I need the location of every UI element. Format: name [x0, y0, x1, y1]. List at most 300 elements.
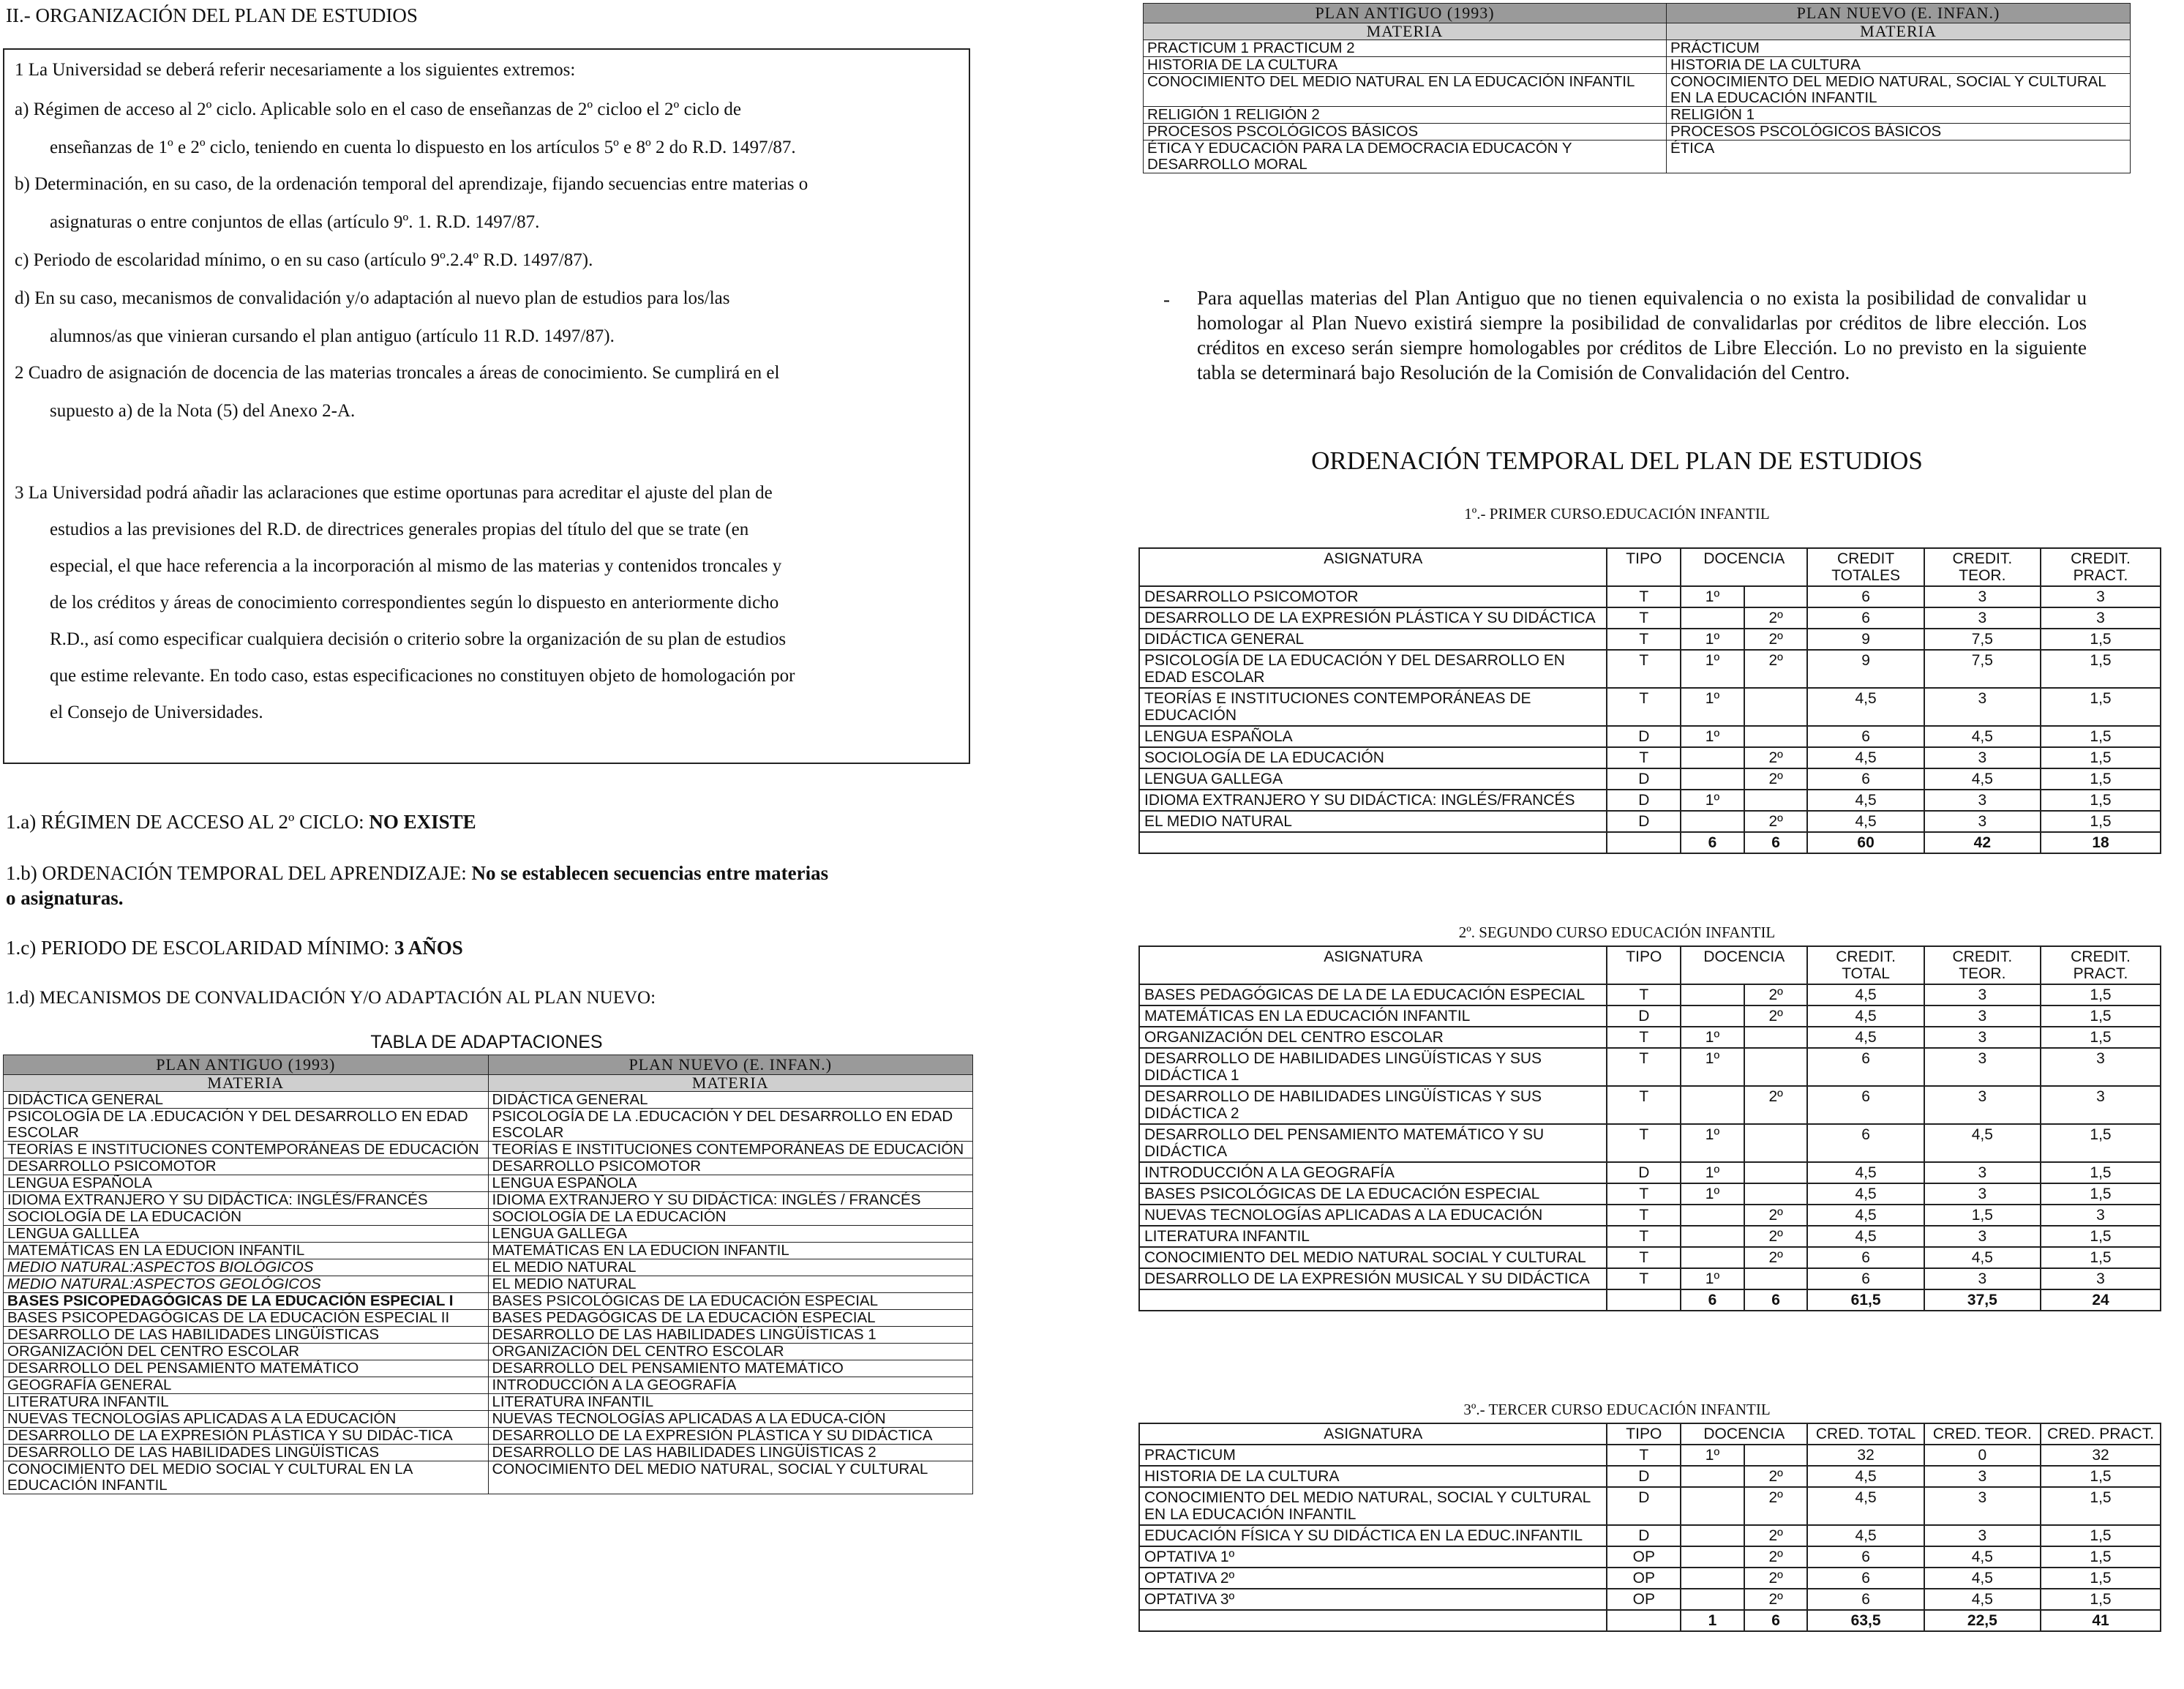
adapt2-head-new: PLAN NUEVO (E. INFAN.)	[1666, 4, 2130, 23]
course-subject: DESARROLLO PSICOMOTOR	[1139, 586, 1607, 607]
course-cell: 3	[1924, 1048, 2041, 1086]
course-cell: 6	[1807, 1568, 1924, 1589]
course-cell: 7,5	[1924, 629, 2041, 650]
course-row	[1139, 726, 2161, 747]
course-row	[1139, 1247, 2161, 1268]
course-row	[1139, 768, 2161, 790]
course-cell: D	[1607, 1005, 1681, 1027]
course-cell: T	[1607, 688, 1681, 726]
course-cell	[1681, 768, 1744, 790]
course-cell: 2º	[1744, 1589, 1808, 1610]
adapt-row	[4, 1310, 973, 1327]
course-cell	[1681, 1247, 1744, 1268]
course-header-cell: CREDIT. PRACT.	[2041, 946, 2161, 984]
course-cell: 1º	[1681, 1268, 1744, 1289]
course-cell	[1744, 688, 1808, 726]
item-c	[6, 937, 463, 959]
course-cell	[1744, 1445, 1808, 1466]
course-total-row	[1139, 1289, 2161, 1311]
adapt-subhead-row	[4, 1075, 973, 1092]
course-header-row	[1139, 1423, 2161, 1445]
course-total-cell	[1139, 1289, 1607, 1311]
course-cell: 6	[1807, 1086, 1924, 1124]
course-header-cell: CREDIT. TEOR.	[1924, 946, 2041, 984]
course-cell: T	[1607, 1086, 1681, 1124]
course-cell	[1681, 1589, 1744, 1610]
course-cell: 3	[1924, 747, 2041, 768]
course-cell: 3	[1924, 1162, 2041, 1183]
course-cell: 32	[2041, 1445, 2161, 1466]
course-total-cell	[1139, 1610, 1607, 1631]
requirements-box	[3, 48, 970, 764]
adapt-old-materia: ÉTICA Y EDUCACIÓN PARA LA DEMOCRACIA EDUCACÓN Y DESARROLLO MORAL	[1144, 141, 1667, 173]
adapt-new-materia: PSICOLOGÍA DE LA .EDUCACIÓN Y DEL DESARROLLO EN EDAD ESCOLAR	[488, 1109, 973, 1142]
adapt-new-materia: INTRODUCCIÓN A LA GEOGRAFÍA	[488, 1377, 973, 1394]
course-header-cell: ASIGNATURA	[1139, 548, 1607, 586]
course-cell: 1º	[1681, 1027, 1744, 1048]
adapt-row	[4, 1175, 973, 1192]
course-row	[1139, 1589, 2161, 1610]
adapt-new-materia: EL MEDIO NATURAL	[488, 1259, 973, 1276]
adapt-new-materia: DESARROLLO DE LA EXPRESIÓN PLÁSTICA Y SU DIDÁCTICA	[488, 1428, 973, 1445]
course-cell: T	[1607, 650, 1681, 688]
adapt-old-materia: PSICOLOGÍA DE LA .EDUCACIÓN Y DEL DESARROLLO EN EDAD ESCOLAR	[4, 1109, 489, 1142]
req-d-line2: alumnos/as que vinieran cursando el plan antiguo (artículo 11 R.D. 1497/87).	[50, 326, 615, 346]
course-cell: 4,5	[1924, 1247, 2041, 1268]
course-total-row	[1139, 1610, 2161, 1631]
item-b	[6, 861, 828, 910]
adapt-row	[4, 1428, 973, 1445]
course-total-cell: 6	[1744, 1289, 1808, 1311]
course-cell: 2º	[1744, 1005, 1808, 1027]
course-cell: 6	[1807, 1589, 1924, 1610]
course-cell: T	[1607, 607, 1681, 629]
adapt-new-materia: CONOCIMIENTO DEL MEDIO NATURAL, SOCIAL Y CULTURAL	[488, 1461, 973, 1494]
adapt-row	[4, 1411, 973, 1428]
course-total-cell	[1607, 1610, 1681, 1631]
adapt2-head-row	[1144, 4, 2131, 23]
item-b-label: 1.b) ORDENACIÓN TEMPORAL DEL APRENDIZAJE:	[6, 862, 472, 884]
course-cell: 3	[1924, 984, 2041, 1005]
course-cell: T	[1607, 586, 1681, 607]
course-cell: 1º	[1681, 1183, 1744, 1205]
course-cell	[1744, 586, 1808, 607]
adapt-old-materia: HISTORIA DE LA CULTURA	[1144, 57, 1667, 74]
course-cell: T	[1607, 1268, 1681, 1289]
adapt-head-row	[4, 1055, 973, 1075]
course-row	[1139, 650, 2161, 688]
course-subject: TEORÍAS E INSTITUCIONES CONTEMPORÁNEAS DE EDUCACIÓN	[1139, 688, 1607, 726]
ordenacion-title: ORDENACIÓN TEMPORAL DEL PLAN DE ESTUDIOS	[1311, 446, 1923, 475]
course-cell: 7,5	[1924, 650, 2041, 688]
adapt-new-materia: BASES PSICOLÓGICAS DE LA EDUCACIÓN ESPECIAL	[488, 1293, 973, 1310]
course-row	[1139, 1525, 2161, 1546]
course-subject: OPTATIVA 2º	[1139, 1568, 1607, 1589]
course-cell: 3	[1924, 586, 2041, 607]
course-row	[1139, 586, 2161, 607]
item-b-value2: o asignaturas.	[6, 887, 124, 909]
course-cell: D	[1607, 1466, 1681, 1487]
course-cell: 3	[1924, 790, 2041, 811]
course-subject: DESARROLLO DE HABILIDADES LINGÜÍSTICAS Y SUS DIDÁCTICA 2	[1139, 1086, 1607, 1124]
adapt-row	[4, 1293, 973, 1310]
course-total-cell: 24	[2041, 1289, 2161, 1311]
course-cell: 1,5	[2041, 1124, 2161, 1162]
adapt-new-materia: SOCIOLOGÍA DE LA EDUCACIÓN	[488, 1209, 973, 1226]
req-c: c) Periodo de escolaridad mínimo, o en su caso (artículo 9º.2.4º R.D. 1497/87).	[15, 250, 593, 270]
course-cell: 3	[2041, 1048, 2161, 1086]
course-cell: 4,5	[1807, 1226, 1924, 1247]
adapt-row	[4, 1259, 973, 1276]
course-cell: 3	[2041, 1086, 2161, 1124]
course-header-cell: TIPO	[1607, 946, 1681, 984]
course-cell: 1,5	[1924, 1205, 2041, 1226]
course-cell: 2º	[1744, 650, 1808, 688]
course-cell: 1,5	[2041, 1226, 2161, 1247]
course-row	[1139, 747, 2161, 768]
item-b-value1: No se establecen secuencias entre materias	[471, 862, 829, 884]
course-cell: 3	[1924, 1226, 2041, 1247]
adapt2-subhead-row	[1144, 23, 2131, 40]
adapt-row	[4, 1445, 973, 1461]
adapt-row	[4, 1360, 973, 1377]
item-c-value: 3 AÑOS	[394, 937, 463, 959]
course-cell: OP	[1607, 1546, 1681, 1568]
course-cell	[1681, 607, 1744, 629]
course-row	[1139, 811, 2161, 832]
adapt-old-materia: DESARROLLO DEL PENSAMIENTO MATEMÁTICO	[4, 1360, 489, 1377]
course-cell: 1,5	[2041, 790, 2161, 811]
course-subject: SOCIOLOGÍA DE LA EDUCACIÓN	[1139, 747, 1607, 768]
course-cell: 4,5	[1807, 1162, 1924, 1183]
adapt-old-materia: MEDIO NATURAL:ASPECTOS BIOLÓGICOS	[4, 1259, 489, 1276]
adapt-row	[4, 1327, 973, 1344]
course-cell: 1,5	[2041, 1183, 2161, 1205]
course-subject: EL MEDIO NATURAL	[1139, 811, 1607, 832]
req-3-line3: especial, el que hace referencia a la incorporación al mismo de las materias y contenidos troncales y	[50, 556, 782, 576]
adapt-table-title: TABLA DE ADAPTACIONES	[370, 1032, 603, 1052]
adapt-new-materia: RELIGIÓN 1	[1666, 107, 2130, 124]
course-cell: 1,5	[2041, 1589, 2161, 1610]
adapt-old-materia: MEDIO NATURAL:ASPECTOS GEOLÓGICOS	[4, 1276, 489, 1293]
course-cell	[1681, 1226, 1744, 1247]
item-a-label: 1.a) RÉGIMEN DE ACCESO AL 2º CICLO:	[6, 811, 369, 833]
course-cell	[1744, 790, 1808, 811]
course-subject: DESARROLLO DE LA EXPRESIÓN PLÁSTICA Y SU DIDÁCTICA	[1139, 607, 1607, 629]
course-cell: 1,5	[2041, 650, 2161, 688]
adapt-new-materia: CONOCIMIENTO DEL MEDIO NATURAL, SOCIAL Y CULTURAL EN LA EDUCACIÓN INFANTIL	[1666, 74, 2130, 107]
course-subject: LENGUA GALLEGA	[1139, 768, 1607, 790]
course-cell: 0	[1924, 1445, 2041, 1466]
course-cell: 6	[1807, 726, 1924, 747]
course-cell: 1,5	[2041, 1525, 2161, 1546]
course-row	[1139, 607, 2161, 629]
course-header-row	[1139, 548, 2161, 586]
course-cell	[1681, 1546, 1744, 1568]
course-cell: 4,5	[1924, 1124, 2041, 1162]
course-subject: PRACTICUM	[1139, 1445, 1607, 1466]
adapt-row	[4, 1377, 973, 1394]
course-row	[1139, 790, 2161, 811]
course-cell: D	[1607, 790, 1681, 811]
course-total-cell: 42	[1924, 832, 2041, 853]
course-subject: BASES PEDAGÓGICAS DE LA DE LA EDUCACIÓN ESPECIAL	[1139, 984, 1607, 1005]
course-total-row	[1139, 832, 2161, 853]
course-cell: 6	[1807, 586, 1924, 607]
para-dash: -	[1163, 288, 1170, 310]
adapt-old-materia: RELIGIÓN 1 RELIGIÓN 2	[1144, 107, 1667, 124]
req-3-line4: de los créditos y áreas de conocimiento correspondientes según lo dispuesto en anteriormente dicho	[50, 593, 779, 613]
course-cell: 1º	[1681, 650, 1744, 688]
course-cell: 4,5	[1807, 811, 1924, 832]
adapt-row	[1144, 57, 2131, 74]
item-a-value: NO EXISTE	[369, 811, 476, 833]
course-total-cell: 37,5	[1924, 1289, 2041, 1311]
adapt-new-materia: DESARROLLO DE LAS HABILIDADES LINGÜÍSTICAS 1	[488, 1327, 973, 1344]
adapt-old-materia: DIDÁCTICA GENERAL	[4, 1092, 489, 1109]
course-cell: 2º	[1744, 1086, 1808, 1124]
adapt-row	[1144, 107, 2131, 124]
course-total-cell: 6	[1744, 1610, 1808, 1631]
adapt-row	[4, 1192, 973, 1209]
adapt-old-materia: LITERATURA INFANTIL	[4, 1394, 489, 1411]
adapt-new-materia: BASES PEDAGÓGICAS DE LA EDUCACIÓN ESPECIAL	[488, 1310, 973, 1327]
adapt-row	[4, 1209, 973, 1226]
course-total-cell: 60	[1807, 832, 1924, 853]
course2-table	[1138, 945, 2161, 1311]
course-total-cell: 18	[2041, 832, 2161, 853]
course-cell: T	[1607, 629, 1681, 650]
adapt-old-materia: DESARROLLO DE LAS HABILIDADES LINGÜÍSTICAS	[4, 1327, 489, 1344]
req-2-line2: supuesto a) de la Nota (5) del Anexo 2-A.	[50, 401, 356, 421]
req-d-line1: d) En su caso, mecanismos de convalidación y/o adaptación al nuevo plan de estudios para los/las	[15, 288, 730, 308]
course-cell: 4,5	[1924, 768, 2041, 790]
course-cell: 1º	[1681, 1445, 1744, 1466]
course-total-cell	[1607, 1289, 1681, 1311]
adapt-row	[1144, 40, 2131, 57]
adapt-head-new: PLAN NUEVO (E. INFAN.)	[488, 1055, 973, 1075]
adapt-old-materia: IDIOMA EXTRANJERO Y SU DIDÁCTICA: INGLÉS/FRANCÉS	[4, 1192, 489, 1209]
course-cell: 2º	[1744, 1546, 1808, 1568]
course-cell: T	[1607, 1027, 1681, 1048]
course-cell: 4,5	[1807, 1466, 1924, 1487]
course-cell: 3	[2041, 1268, 2161, 1289]
course-cell: D	[1607, 1162, 1681, 1183]
adapt-new-materia: DESARROLLO DE LAS HABILIDADES LINGÜÍSTICAS 2	[488, 1445, 973, 1461]
req-3-line5: R.D., así como especificar cualquiera decisión o criterio sobre la organización de su plan de estudios	[50, 629, 787, 649]
course-total-cell: 22,5	[1924, 1610, 2041, 1631]
adapt-new-materia: LENGUA ESPAÑOLA	[488, 1175, 973, 1192]
adapt-row	[4, 1461, 973, 1494]
course-cell: 3	[1924, 688, 2041, 726]
req-a-line1: a) Régimen de acceso al 2º ciclo. Aplicable solo en el caso de enseñanzas de 2º cicloo el 2º ciclo de	[15, 100, 741, 119]
convalidation-paragraph: Para aquellas materias del Plan Antiguo que no tienen equivalencia o no exista la posibilidad de convalidar u homologar al Plan Nuevo existirá siempre la posibilidad de convalidarlas por créditos de libre elección. Los créditos en exceso serán siempre homologables por créditos de Libre Elección. Lo no previsto en la siguiente tabla se determinará bajo Resolución de la Comisión de Convalidación del Centro.	[1197, 287, 2087, 383]
req-3-line7: el Consejo de Universidades.	[50, 703, 263, 722]
course-header-cell: TIPO	[1607, 548, 1681, 586]
course-row	[1139, 1445, 2161, 1466]
adapt-row	[4, 1158, 973, 1175]
course-cell: 2º	[1744, 1568, 1808, 1589]
course-header-cell: ASIGNATURA	[1139, 946, 1607, 984]
adapt-old-materia: MATEMÁTICAS EN LA EDUCION INFANTIL	[4, 1243, 489, 1259]
course-cell	[1681, 1568, 1744, 1589]
course-cell	[1744, 1268, 1808, 1289]
course-cell: T	[1607, 1048, 1681, 1086]
req-b-line2: asignaturas o entre conjuntos de ellas (artículo 9º. 1. R.D. 1497/87.	[50, 212, 540, 232]
course-cell: 2º	[1744, 607, 1808, 629]
course-cell: 1,5	[2041, 768, 2161, 790]
course-cell: 3	[1924, 1466, 2041, 1487]
course-cell: 1,5	[2041, 688, 2161, 726]
adapt-row	[4, 1142, 973, 1158]
section-title: II.- ORGANIZACIÓN DEL PLAN DE ESTUDIOS	[6, 4, 418, 26]
adapt-new-materia: LENGUA GALLEGA	[488, 1226, 973, 1243]
course-cell	[1681, 1525, 1744, 1546]
adapt-row	[4, 1109, 973, 1142]
course-cell: D	[1607, 811, 1681, 832]
course-cell: 2º	[1744, 1247, 1808, 1268]
adapt-row	[1144, 124, 2131, 141]
item-a	[6, 811, 476, 834]
course-header-cell: CREDIT. PRACT.	[2041, 548, 2161, 586]
course-cell: OP	[1607, 1568, 1681, 1589]
course-row	[1139, 1205, 2161, 1226]
adapt-row	[1144, 74, 2131, 107]
course-subject: NUEVAS TECNOLOGÍAS APLICADAS A LA EDUCACIÓN	[1139, 1205, 1607, 1226]
course-cell: 2º	[1744, 747, 1808, 768]
course-cell: 3	[1924, 1027, 2041, 1048]
course-cell: 2º	[1744, 1205, 1808, 1226]
course-cell: 4,5	[1807, 1027, 1924, 1048]
adapt-old-materia: DESARROLLO PSICOMOTOR	[4, 1158, 489, 1175]
course-subject: HISTORIA DE LA CULTURA	[1139, 1466, 1607, 1487]
adapt-old-materia: SOCIOLOGÍA DE LA EDUCACIÓN	[4, 1209, 489, 1226]
adapt-new-materia: EL MEDIO NATURAL	[488, 1276, 973, 1293]
course-cell: 1º	[1681, 586, 1744, 607]
course-header-cell: CREDIT TOTALES	[1807, 548, 1924, 586]
course-cell: T	[1607, 1124, 1681, 1162]
course-row	[1139, 688, 2161, 726]
adapt-new-materia: HISTORIA DE LA CULTURA	[1666, 57, 2130, 74]
req-3-line1: 3 La Universidad podrá añadir las aclaraciones que estime oportunas para acreditar el ajuste del plan de	[15, 483, 773, 503]
course-cell: 6	[1807, 1268, 1924, 1289]
course-subject: EDUCACIÓN FÍSICA Y SU DIDÁCTICA EN LA EDUC.INFANTIL	[1139, 1525, 1607, 1546]
course-cell: 1,5	[2041, 1247, 2161, 1268]
course-cell: 1,5	[2041, 984, 2161, 1005]
course-header-cell: CRED. TOTAL	[1807, 1423, 1924, 1445]
adapt-new-materia: DESARROLLO DEL PENSAMIENTO MATEMÁTICO	[488, 1360, 973, 1377]
adapt-old-materia: GEOGRAFÍA GENERAL	[4, 1377, 489, 1394]
course-row	[1139, 1183, 2161, 1205]
course-header-cell: ASIGNATURA	[1139, 1423, 1607, 1445]
course1-table	[1138, 547, 2161, 854]
adapt-row	[4, 1394, 973, 1411]
course-cell: 4,5	[1924, 726, 2041, 747]
adapt-row	[4, 1243, 973, 1259]
course-cell: 4,5	[1807, 1205, 1924, 1226]
course-cell: D	[1607, 768, 1681, 790]
item-d: 1.d) MECANISMOS DE CONVALIDACIÓN Y/O ADAPTACIÓN AL PLAN NUEVO:	[6, 988, 656, 1008]
course-cell	[1681, 1086, 1744, 1124]
req-2-line1: 2 Cuadro de asignación de docencia de las materias troncales a áreas de conocimiento. Se cumplirá en el	[15, 363, 780, 383]
course-row	[1139, 1005, 2161, 1027]
course-subject: BASES PSICOLÓGICAS DE LA EDUCACIÓN ESPECIAL	[1139, 1183, 1607, 1205]
adapt-head-old: PLAN ANTIGUO (1993)	[4, 1055, 489, 1075]
course-cell: 4,5	[1924, 1546, 2041, 1568]
course-cell	[1744, 1162, 1808, 1183]
course-cell: 4,5	[1807, 1005, 1924, 1027]
course-cell: 1,5	[2041, 726, 2161, 747]
course-subject: INTRODUCCIÓN A LA GEOGRAFÍA	[1139, 1162, 1607, 1183]
course-subject: ORGANIZACIÓN DEL CENTRO ESCOLAR	[1139, 1027, 1607, 1048]
adapt-table-continued	[1143, 3, 2131, 173]
course-cell: 1,5	[2041, 1487, 2161, 1525]
course-cell: 1,5	[2041, 1027, 2161, 1048]
course-row	[1139, 984, 2161, 1005]
course-cell: OP	[1607, 1589, 1681, 1610]
course-row	[1139, 1226, 2161, 1247]
course-cell: 1º	[1681, 1162, 1744, 1183]
course-cell: 1º	[1681, 726, 1744, 747]
course-cell: 2º	[1744, 1487, 1808, 1525]
adapt-row	[4, 1344, 973, 1360]
course-cell: 1,5	[2041, 1162, 2161, 1183]
course-cell: 3	[1924, 811, 2041, 832]
course-header-row	[1139, 946, 2161, 984]
req-3-line2: estudios a las previsiones del R.D. de directrices generales propias del título del que se trate (en	[50, 520, 749, 539]
course-subject: IDIOMA EXTRANJERO Y SU DIDÁCTICA: INGLÉS/FRANCÉS	[1139, 790, 1607, 811]
course-cell: 1º	[1681, 790, 1744, 811]
course-cell: 1º	[1681, 688, 1744, 726]
course-cell: 6	[1807, 1048, 1924, 1086]
course-cell: D	[1607, 726, 1681, 747]
course-total-cell: 1	[1681, 1610, 1744, 1631]
course-cell: 3	[1924, 607, 2041, 629]
req-1: 1 La Universidad se deberá referir necesariamente a los siguientes extremos:	[15, 60, 576, 80]
adapt-new-materia: PROCESOS PSCOLÓGICOS BÁSICOS	[1666, 124, 2130, 141]
course-cell: 1,5	[2041, 1568, 2161, 1589]
course-cell: 6	[1807, 1546, 1924, 1568]
course-cell	[1744, 1027, 1808, 1048]
adapt-row	[4, 1276, 973, 1293]
course-total-cell	[1139, 832, 1607, 853]
course-cell	[1681, 811, 1744, 832]
course-subject: LITERATURA INFANTIL	[1139, 1226, 1607, 1247]
course-row	[1139, 629, 2161, 650]
course-cell: T	[1607, 1226, 1681, 1247]
course-cell: 2º	[1744, 768, 1808, 790]
adapt-new-materia: LITERATURA INFANTIL	[488, 1394, 973, 1411]
course-cell: 2º	[1744, 1226, 1808, 1247]
course-cell: 1,5	[2041, 1466, 2161, 1487]
course-header-cell: CRED. TEOR.	[1924, 1423, 2041, 1445]
course-cell: T	[1607, 1183, 1681, 1205]
course3-table	[1138, 1423, 2161, 1632]
course-cell	[1681, 984, 1744, 1005]
course-row	[1139, 1124, 2161, 1162]
course-row	[1139, 1466, 2161, 1487]
course-subject: MATEMÁTICAS EN LA EDUCACIÓN INFANTIL	[1139, 1005, 1607, 1027]
course-total-cell: 61,5	[1807, 1289, 1924, 1311]
course-total-cell: 6	[1681, 1289, 1744, 1311]
course-row	[1139, 1487, 2161, 1525]
adapt-old-materia: CONOCIMIENTO DEL MEDIO SOCIAL Y CULTURAL EN LA EDUCACIÓN INFANTIL	[4, 1461, 489, 1494]
course-subject: CONOCIMIENTO DEL MEDIO NATURAL SOCIAL Y CULTURAL	[1139, 1247, 1607, 1268]
course-cell: T	[1607, 984, 1681, 1005]
course-cell	[1744, 1048, 1808, 1086]
adapt-new-materia: PRÁCTICUM	[1666, 40, 2130, 57]
course-cell: 9	[1807, 650, 1924, 688]
